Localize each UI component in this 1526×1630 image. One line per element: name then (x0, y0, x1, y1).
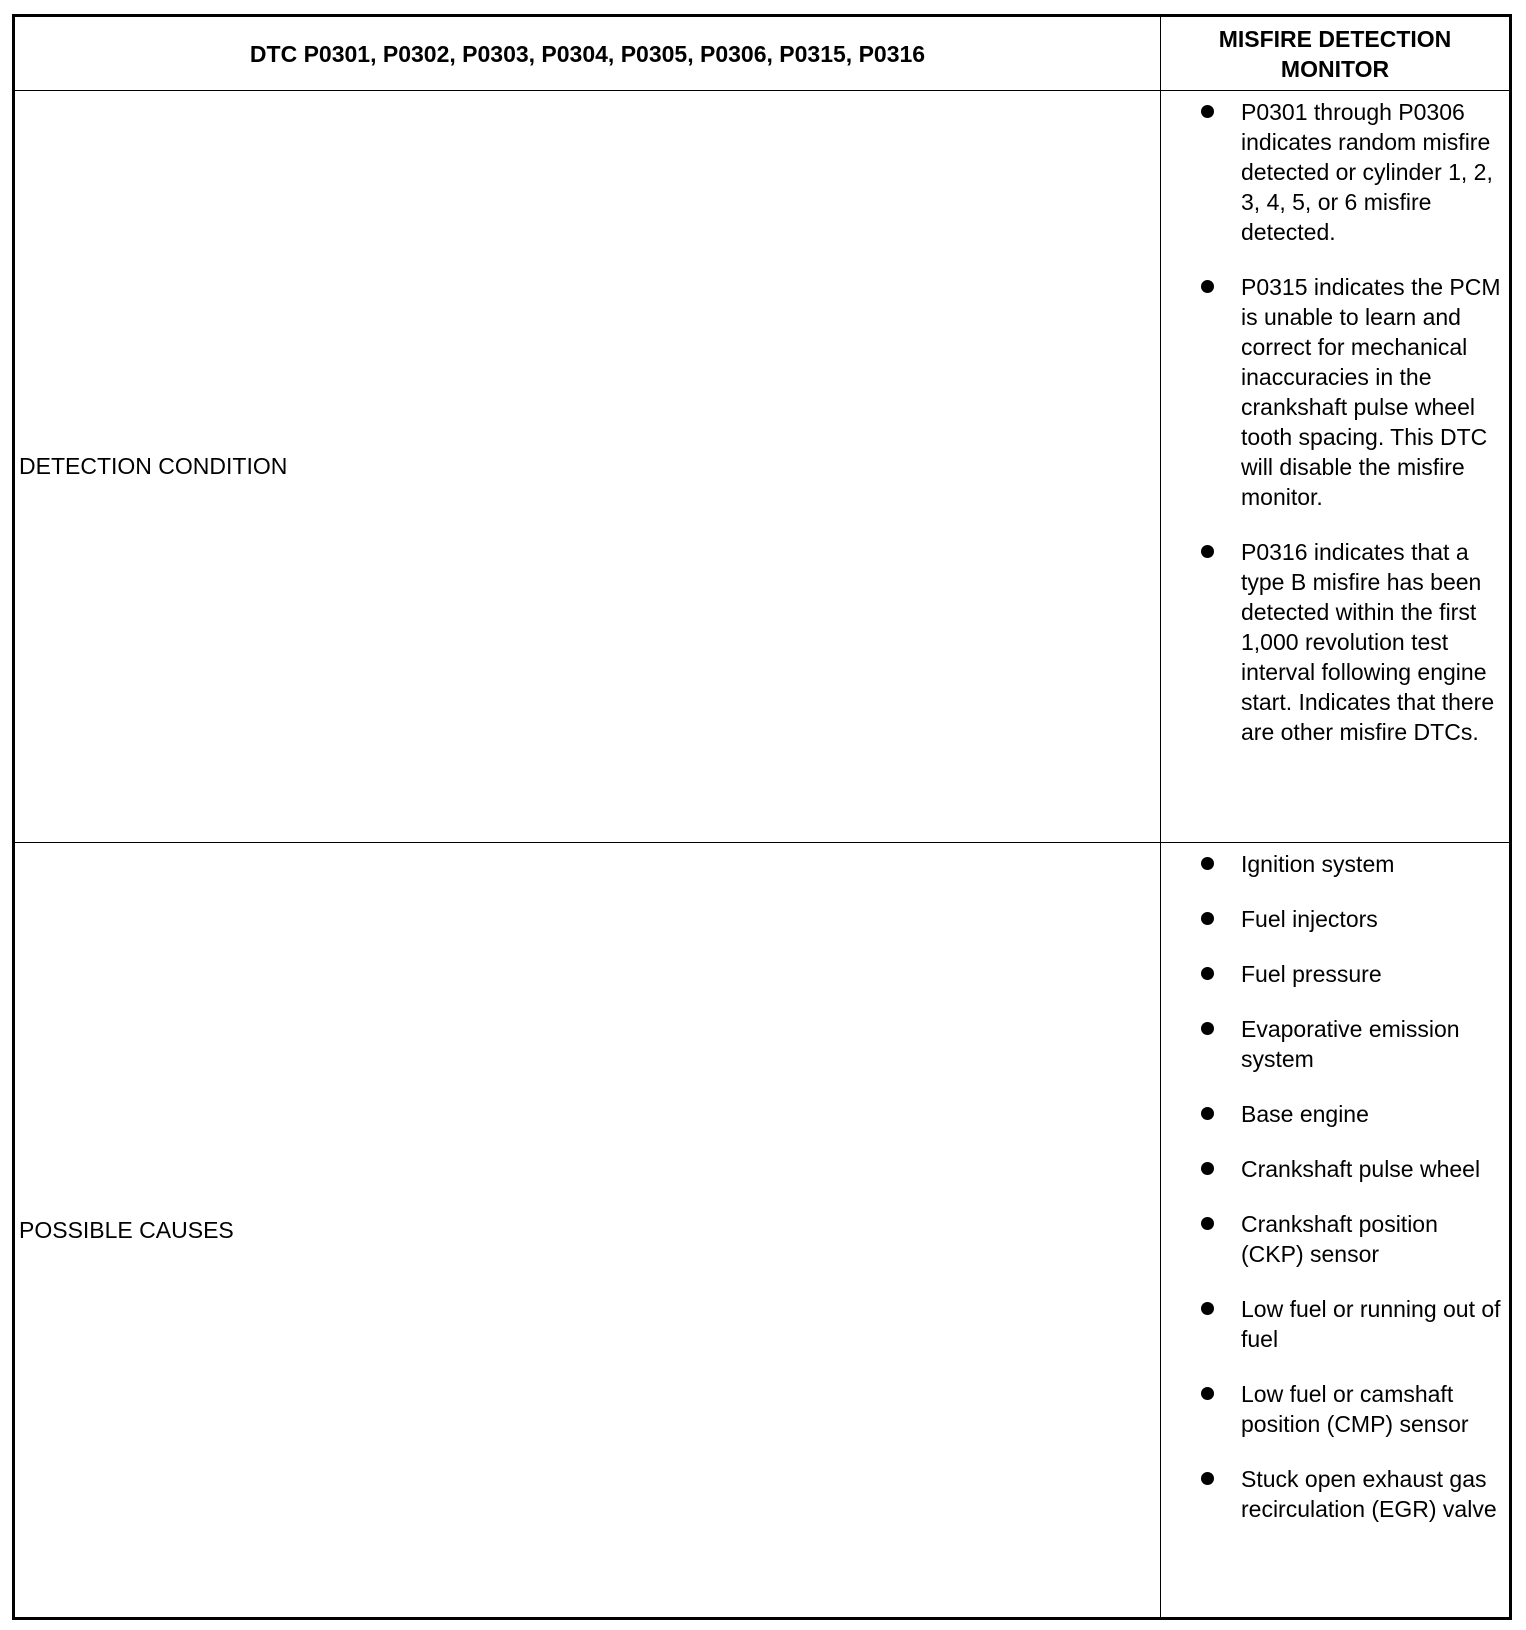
bullet-icon (1201, 105, 1214, 118)
row-label-possible-causes: POSSIBLE CAUSES (15, 843, 1161, 1617)
bullet-icon (1201, 1387, 1214, 1400)
list-item-text: Ignition system (1241, 851, 1395, 877)
list-item-text: Crankshaft position (CKP) sensor (1241, 1211, 1438, 1267)
bullet-icon (1201, 1472, 1214, 1485)
bullet-icon (1201, 545, 1214, 558)
row-label-detection-condition: DETECTION CONDITION (15, 91, 1161, 843)
bullet-icon (1201, 280, 1214, 293)
bullet-icon (1201, 857, 1214, 870)
detection-condition-cell (1161, 91, 1509, 843)
list-item-text: Fuel injectors (1241, 906, 1378, 932)
list-item (1201, 904, 1501, 934)
list-item-text: Low fuel or running out of fuel (1241, 1296, 1501, 1352)
list-item-text: Base engine (1241, 1101, 1369, 1127)
list-item (1201, 1294, 1501, 1354)
list-item-text: Fuel pressure (1241, 961, 1382, 987)
bullet-icon (1201, 912, 1214, 925)
list-item (1201, 1379, 1501, 1439)
bullet-icon (1201, 1107, 1214, 1120)
list-item (1201, 97, 1501, 247)
list-item (1201, 1099, 1501, 1129)
list-item (1201, 1014, 1501, 1074)
bullet-icon (1201, 1162, 1214, 1175)
list-item-text: Evaporative emission system (1241, 1016, 1460, 1072)
bullet-icon (1201, 1217, 1214, 1230)
bullet-icon (1201, 1302, 1214, 1315)
list-item-text: P0316 indicates that a type B misfire has been detected within the first 1,000 revolution test interval following engine start. Indicates that there are other misfire DTCs. (1241, 539, 1495, 745)
bullet-icon (1201, 967, 1214, 980)
list-item-text: Stuck open exhaust gas recirculation (EGR) valve (1241, 1466, 1497, 1522)
list-item (1201, 1154, 1501, 1184)
header-dtc-codes: DTC P0301, P0302, P0303, P0304, P0305, P0306, P0315, P0316 (15, 17, 1161, 91)
bullet-icon (1201, 1022, 1214, 1035)
list-item (1201, 537, 1501, 747)
list-item (1201, 1209, 1501, 1269)
list-item-text: Low fuel or camshaft position (CMP) sensor (1241, 1381, 1469, 1437)
detection-condition-list (1201, 97, 1501, 747)
list-item-text: Crankshaft pulse wheel (1241, 1156, 1481, 1182)
header-monitor-title: MISFIRE DETECTION MONITOR (1161, 17, 1509, 91)
possible-causes-cell (1161, 843, 1509, 1617)
list-item-text: P0301 through P0306 indicates random misfire detected or cylinder 1, 2, 3, 4, 5, or 6 misfire detected. (1241, 99, 1493, 245)
list-item-text: P0315 indicates the PCM is unable to learn and correct for mechanical inaccuracies in the crankshaft pulse wheel tooth spacing. This DTC will disable the misfire monitor. (1241, 274, 1501, 510)
list-item (1201, 1464, 1501, 1524)
list-item (1201, 959, 1501, 989)
list-item (1201, 849, 1501, 879)
possible-causes-list (1201, 849, 1501, 1524)
list-item (1201, 272, 1501, 512)
dtc-table (12, 14, 1512, 1620)
